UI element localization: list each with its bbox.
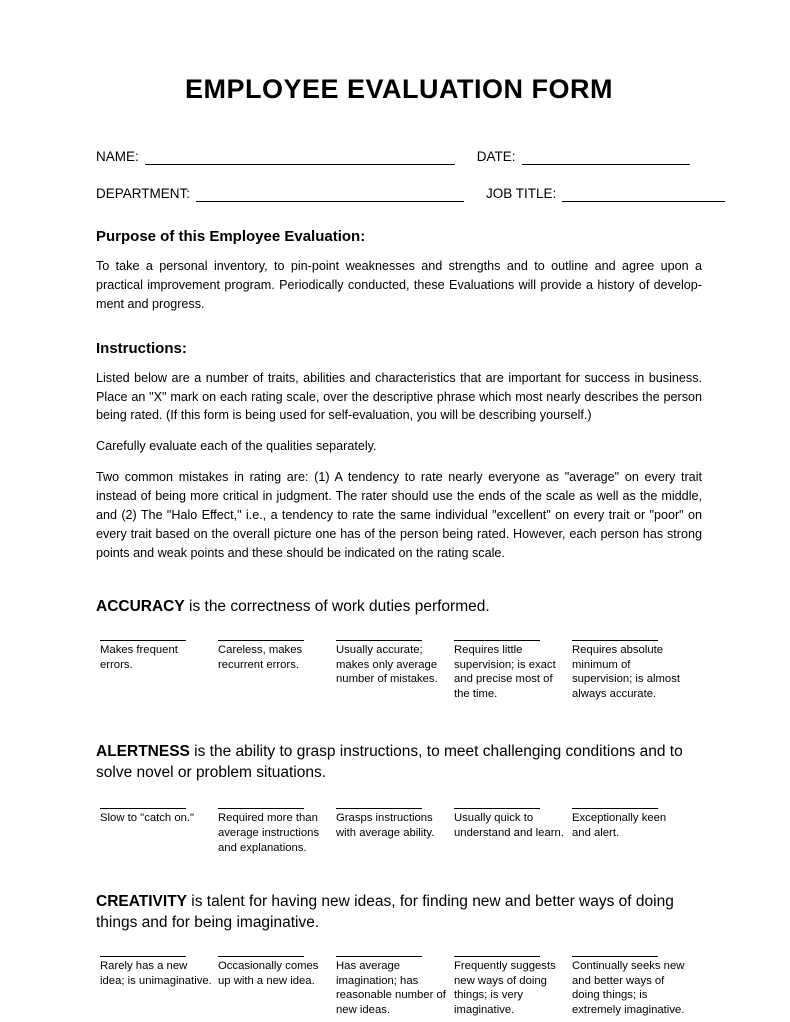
trait-creativity-name: CREATIVITY [96,892,187,910]
rating-option[interactable] [218,640,331,703]
rating-option[interactable] [336,956,449,1019]
date-input-rule[interactable] [522,151,690,165]
rating-option-label: Slow to "catch on." [100,812,195,825]
name-label: NAME: [96,149,139,164]
rating-option[interactable] [336,640,449,703]
rating-mark-line[interactable] [572,956,658,957]
rating-mark-line[interactable] [336,640,422,641]
instructions-paragraph-1: Listed below are a number of traits, abilities and characteristics that are important for success in business. Place an "X" mark on each rating scale, over the descriptive phrase which most nearly describes the person being rated. (If this form is being used for self-evaluation, you will be describing yourself.) [96,370,702,423]
rating-option[interactable] [572,956,685,1019]
rating-option-label: Careless, makes recurrent errors. [218,643,303,671]
rating-option-label: Continually seeks new and better ways of doing things; is extremely imaginative. [572,959,685,1017]
rating-option[interactable] [572,640,685,703]
trait-accuracy-description: is the correctness of work duties performed. [184,597,490,615]
identity-fields [96,149,702,202]
trait-accuracy-heading [96,597,702,618]
page-title: EMPLOYEE EVALUATION FORM [184,74,613,104]
identity-row-1 [96,149,702,165]
trait-creativity-heading [96,892,702,934]
rating-mark-line[interactable] [218,640,304,641]
rating-mark-line[interactable] [218,808,304,809]
department-label: DEPARTMENT: [96,186,191,201]
rating-mark-line[interactable] [572,640,658,641]
trait-alertness-description: is the ability to grasp instructions, to meet challenging conditions and to solve novel or problem situations. [96,743,683,782]
trait-creativity [96,892,702,1018]
instructions-paragraph-3: Two common mistakes in rating are: (1) A tendency to rate nearly everyone as "average" on every trait instead of being more critical in judgment. The rater should use the ends of the scale as well as the middle, and (2) The "Halo Effect," i.e., a tendency to rate the same individual "excellent" on every trait or "poor" on every trait based on the overall picture one has of the person being rated. However, each person has strong points and weak points and these should be indicated on the rating scale. [96,470,702,560]
rating-option-label: Usually quick to understand and learn. [454,812,564,839]
rating-option-label: Has average imagination; has reasonable number of new ideas. [336,959,446,1017]
department-input-rule[interactable] [196,188,464,202]
rating-option-label: Exceptionally keen and alert. [572,812,667,839]
date-label: DATE: [476,149,516,164]
rating-option[interactable] [100,956,213,1019]
rating-option[interactable] [100,640,213,703]
rating-option-label: Grasps instructions with average ability. [336,812,435,839]
rating-mark-line[interactable] [336,808,422,809]
rating-option-label: Usually accurate; makes only average number of mistakes. [336,643,438,686]
name-field[interactable] [96,149,455,165]
purpose-text: To take a personal inventory, to pin-point weaknesses and strengths and to outline and agree upon a practical improvement program. Periodically conducted, these Evaluations will provide a history of develop-ment and progress. [96,259,702,311]
name-input-rule[interactable] [145,151,455,165]
instructions-heading: Instructions: [96,339,187,357]
rating-option[interactable] [572,808,685,856]
department-field[interactable] [96,186,464,202]
job-title-input-rule[interactable] [562,188,725,202]
rating-mark-line[interactable] [100,808,186,809]
rating-option[interactable] [100,808,213,856]
rating-option[interactable] [218,808,331,856]
rating-option-label: Rarely has a new idea; is unimaginative. [100,959,212,987]
rating-mark-line[interactable] [100,640,186,641]
rating-option[interactable] [218,956,331,1019]
rating-option[interactable] [454,640,567,703]
rating-mark-line[interactable] [218,956,304,957]
trait-alertness-heading [96,742,702,784]
rating-mark-line[interactable] [572,808,658,809]
rating-option[interactable] [454,808,567,856]
trait-alertness-name: ALERTNESS [96,743,190,761]
trait-alertness [96,742,702,856]
rating-option-label: Makes frequent errors. [100,643,178,671]
rating-option-label: Occasionally comes up with a new idea. [218,959,319,987]
trait-creativity-scale [96,956,702,1019]
job-title-label: JOB TITLE: [486,186,557,201]
rating-option[interactable] [336,808,449,856]
trait-accuracy-scale [96,640,702,703]
rating-mark-line[interactable] [336,956,422,957]
instructions-paragraph-2: Carefully evaluate each of the qualities separately. [96,439,377,454]
rating-mark-line[interactable] [454,808,540,809]
rating-option-label: Frequently suggests new ways of doing things; is very imaginative. [454,959,556,1017]
date-field[interactable] [477,149,690,165]
trait-alertness-scale [96,808,702,856]
rating-option-label: Requires absolute minimum of supervision; is almost always accurate. [572,643,680,701]
rating-option-label: Required more than average instructions and explanations. [218,812,320,854]
trait-accuracy [96,597,702,703]
rating-option-label: Requires little supervision; is exact and precise most of the time. [454,643,556,701]
rating-mark-line[interactable] [100,956,186,957]
rating-mark-line[interactable] [454,956,540,957]
trait-creativity-description: is talent for having new ideas, for finding new and better ways of doing things and for being imaginative. [96,892,674,931]
trait-accuracy-name: ACCURACY [96,597,185,615]
rating-mark-line[interactable] [454,640,540,641]
job-title-field[interactable] [486,186,725,202]
purpose-heading: Purpose of this Employee Evaluation: [96,228,366,245]
rating-option[interactable] [454,956,567,1019]
identity-row-2 [96,186,702,202]
